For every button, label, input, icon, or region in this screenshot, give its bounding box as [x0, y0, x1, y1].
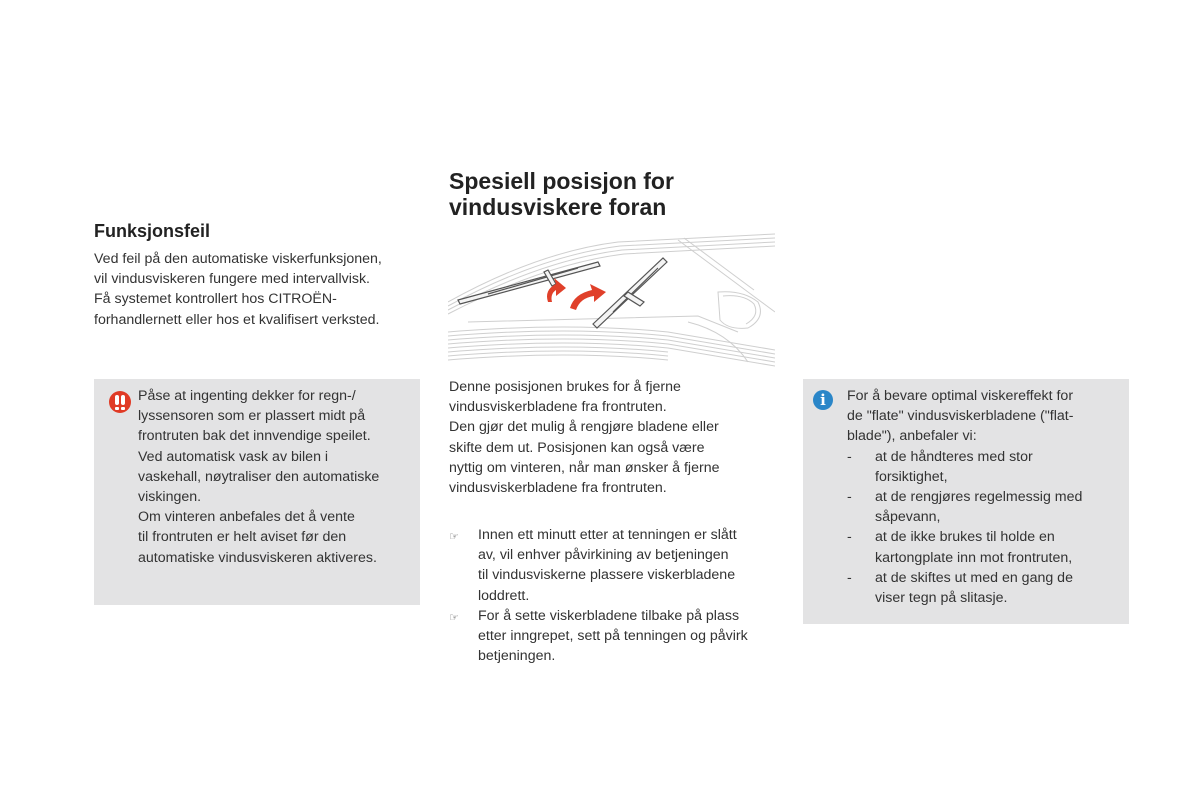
text-line: vindusviskerbladene fra frontruten.: [449, 480, 667, 497]
text-line: viskingen.: [138, 489, 202, 506]
pointing-hand-icon: ☞: [449, 611, 459, 624]
windshield-wiper-illustration: [448, 232, 775, 367]
text-line: vindusviskerbladene fra frontruten.: [449, 399, 667, 416]
list-item: [449, 606, 784, 667]
text-line: etter inngrepet, sett på tenningen og påvirk: [478, 628, 748, 645]
text-line: kartongplate inn mot frontruten,: [875, 549, 1073, 566]
list-item-text: [875, 527, 1072, 567]
text-line: til frontruten er helt aviset før den: [138, 529, 347, 546]
warning-text: [138, 386, 418, 568]
text-line: forsiktighet,: [875, 468, 948, 485]
text-line: Den gjør det mulig å rengjøre bladene eller: [449, 419, 719, 436]
list-item: [847, 487, 1127, 527]
text-line: at de rengjøres regelmessig med: [875, 489, 1083, 506]
list-item-text: [875, 447, 1033, 487]
text-line: av, vil enhver påvirkining av betjeningen: [478, 547, 729, 564]
dash-marker: -: [847, 448, 852, 465]
text-line: Innen ett minutt etter at tenningen er slått: [478, 527, 737, 543]
page-title-line: vindusviskere foran: [449, 194, 667, 220]
dash-marker: -: [847, 489, 852, 506]
text-line: frontruten bak det innvendige speilet.: [138, 428, 371, 445]
text-line: betjeningen.: [478, 648, 556, 665]
left-column: [94, 221, 210, 242]
text-line: forhandlernett eller hos et kvalifisert verksted.: [94, 311, 380, 328]
info-text: [847, 386, 1127, 608]
text-line: blade"), anbefaler vi:: [847, 428, 977, 445]
text-line: lyssensoren som er plassert midt på: [138, 408, 366, 425]
text-line: Om vinteren anbefales det å vente: [138, 509, 355, 526]
page-title-line: Spesiell posisjon for: [449, 168, 674, 194]
warning-icon: [109, 391, 131, 413]
text-line: vil vindusviskeren fungere med intervallvisk.: [94, 271, 370, 288]
text-line: nyttig om vinteren, når man ønsker å fjerne: [449, 459, 720, 476]
text-line: såpevann,: [875, 509, 941, 526]
info-box: [803, 379, 1129, 624]
middle-heading: [449, 168, 674, 220]
text-line: viser tegn på slitasje.: [875, 590, 1008, 607]
text-line: automatiske vindusviskeren aktiveres.: [138, 549, 377, 566]
text-line: at de håndteres med stor: [875, 448, 1033, 465]
pointing-hand-icon: ☞: [449, 531, 459, 543]
warning-box: [94, 379, 420, 605]
list-item-text: [478, 525, 737, 606]
section-heading-malfunction: Funksjonsfeil: [94, 221, 211, 241]
list-item-text: [875, 487, 1082, 527]
dash-marker: -: [847, 529, 852, 546]
list-item: [847, 447, 1127, 487]
text-line: loddrett.: [478, 587, 530, 604]
text-line: vaskehall, nøytraliser den automatiske: [138, 468, 380, 485]
text-line: Få systemet kontrollert hos CITROËN-: [94, 291, 337, 308]
info-icon: i: [813, 390, 833, 410]
list-item: [847, 527, 1127, 567]
text-line: Denne posisjonen brukes for å fjerne: [449, 379, 681, 395]
text-line: skifte dem ut. Posisjonen kan også være: [449, 439, 705, 456]
wiper-illustration: [448, 232, 775, 367]
list-item-text: [478, 606, 748, 667]
list-item: [449, 525, 784, 606]
list-item: [847, 568, 1127, 608]
text-line: For å bevare optimal viskereffekt for: [847, 388, 1074, 404]
instruction-list: [449, 525, 784, 666]
text-line: Ved automatisk vask av bilen i: [138, 448, 329, 465]
position-paragraph: [449, 377, 779, 498]
text-line: de "flate" vindusviskerbladene ("flat-: [847, 408, 1074, 425]
text-line: Ved feil på den automatiske viskerfunksjonen,: [94, 251, 382, 267]
text-line: Påse at ingenting dekker for regn-/: [138, 388, 356, 404]
text-line: til vindusviskerne plassere viskerbladene: [478, 567, 736, 584]
dash-marker: -: [847, 569, 852, 586]
malfunction-paragraph: [94, 249, 424, 330]
text-line: at de skiftes ut med en gang de: [875, 569, 1073, 586]
text-line: For å sette viskerbladene tilbake på plass: [478, 607, 740, 624]
text-line: at de ikke brukes til holde en: [875, 529, 1055, 546]
list-item-text: [875, 568, 1073, 608]
